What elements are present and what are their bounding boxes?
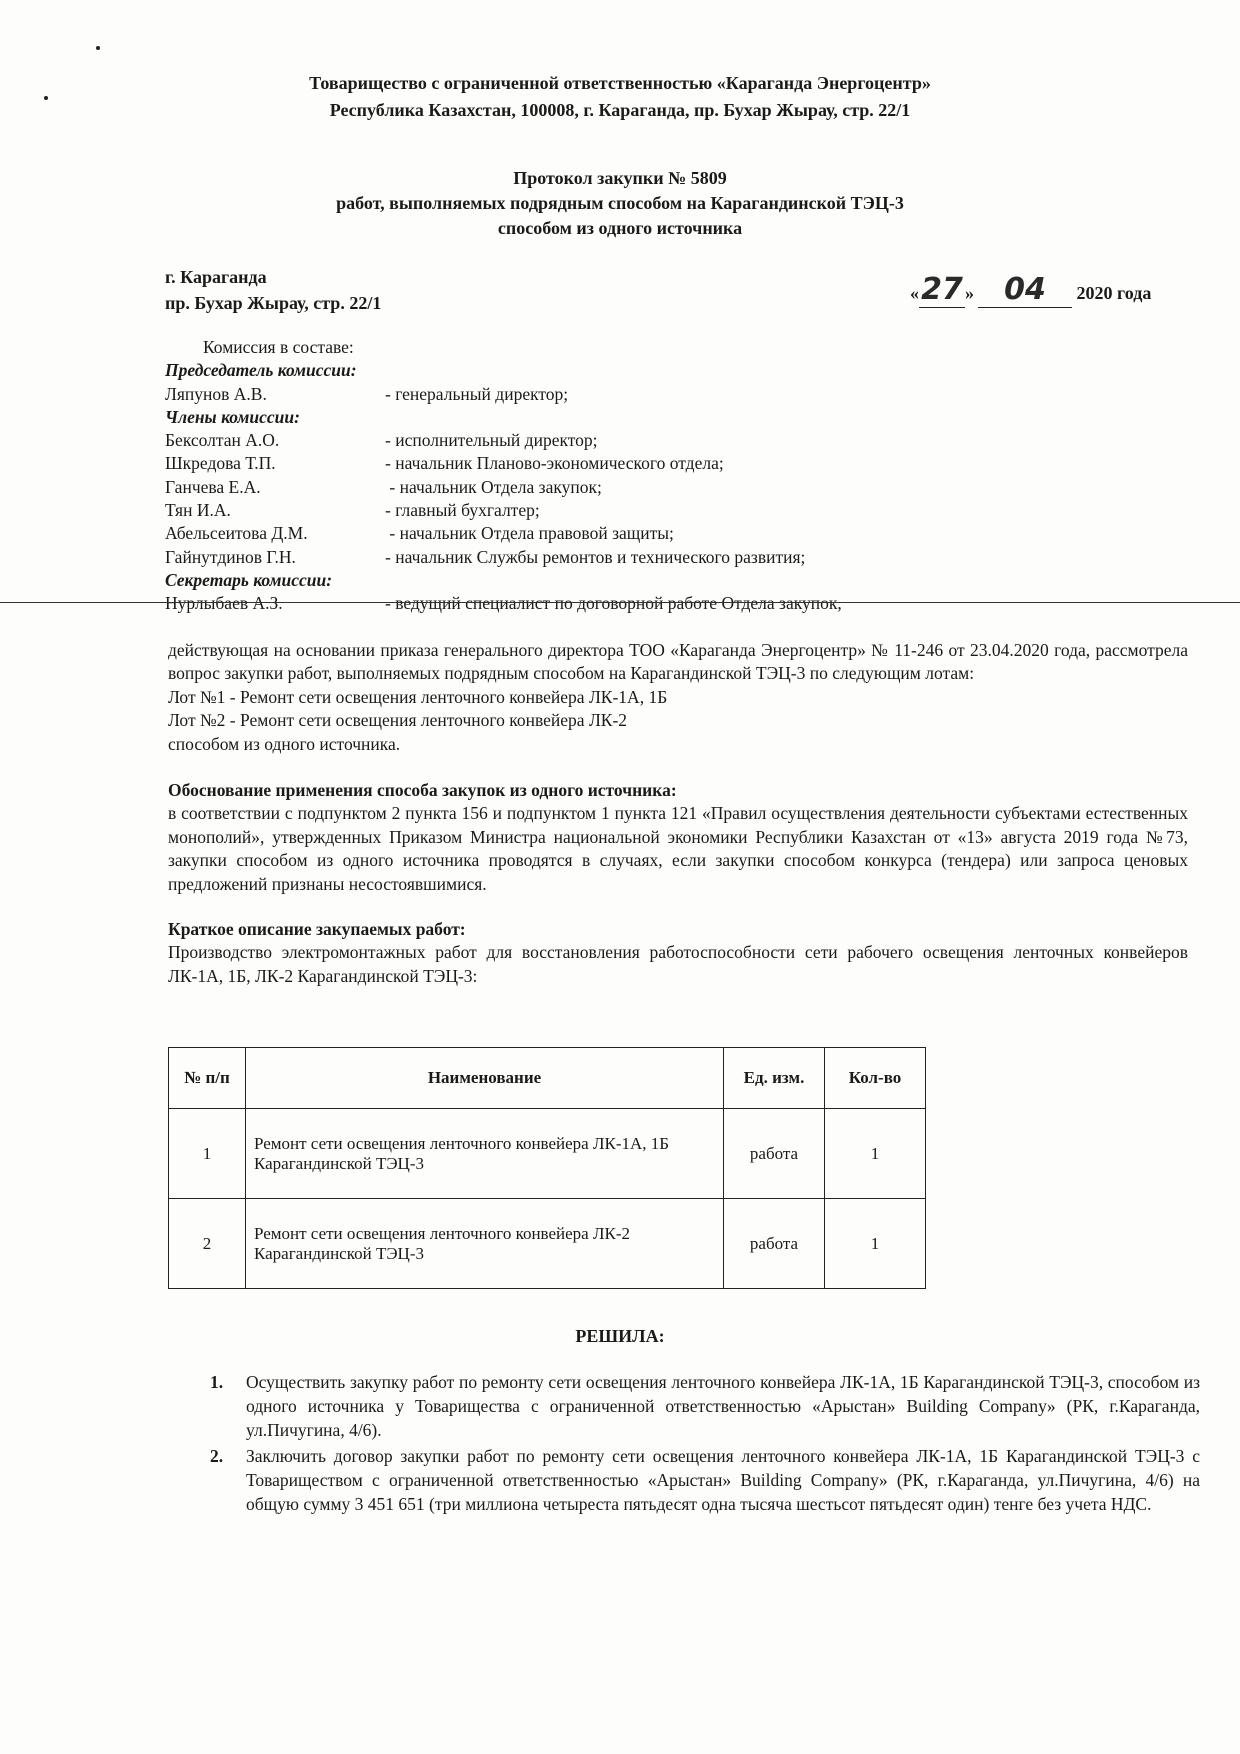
decision-number: 1. <box>210 1372 224 1392</box>
description-heading: Краткое описание закупаемых работ: <box>168 919 466 940</box>
member-name: Ганчева Е.А. <box>165 476 261 497</box>
justification-text: в соответствии с подпунктом 2 пункта 156 и подпунктом 1 пункта 121 «Правил осуществления деятельности субъектами естественных монополий», утвержденных Приказом Министра национальной экономики Республики Казахстан от «13» августа 2019 года №73, закупки способом из одного источника проводятся в случаях, если закупки способом конкурса (тендера) или запроса ценовых предложений признаны несостоявшимися. <box>168 803 1188 894</box>
commission-member-row <box>165 383 1165 406</box>
description-text: Производство электромонтажных работ для восстановления работоспособности сети рабочего освещения ленточных конвейеров ЛК-1А, 1Б, ЛК-2 Карагандинской ТЭЦ-3: <box>168 942 1188 986</box>
row-num: 2 <box>169 1199 246 1289</box>
decisions-list <box>210 1370 1200 1518</box>
header-name: Наименование <box>246 1048 724 1109</box>
header-qty: Кол-во <box>825 1048 926 1109</box>
member-name: Ляпунов А.В. <box>165 383 267 404</box>
commission-member-row <box>165 452 1165 475</box>
protocol-number: Протокол закупки № 5809 <box>513 168 727 188</box>
commission-member-row <box>165 429 1165 452</box>
member-name: Тян И.А. <box>165 500 231 521</box>
row-name: Ремонт сети освещения ленточного конвейера ЛК-2 Карагандинской ТЭЦ-3 <box>246 1199 724 1289</box>
date-year: 2020 года <box>1076 283 1152 303</box>
row-unit: работа <box>724 1109 825 1199</box>
member-role: - главный бухгалтер; <box>385 500 540 521</box>
lot-2: Лот №2 - Ремонт сети освещения ленточного конвейера ЛК-2 <box>168 710 628 731</box>
member-role: - начальник Службы ремонтов и технического развития; <box>385 546 806 567</box>
secretary-heading: Секретарь комиссии: <box>165 569 333 590</box>
date-open-quote: « <box>910 283 919 303</box>
scan-line <box>0 602 1240 603</box>
protocol-date <box>910 272 1151 308</box>
protocol-subject: работ, выполняемых подрядным способом на Карагандинской ТЭЦ-3 <box>336 193 904 213</box>
decision-text: Осуществить закупку работ по ремонту сети освещения ленточного конвейера ЛК-1А, 1Б Карагандинской ТЭЦ-3, способом из одного источника у Товарищества с ограниченной ответственностью «Арыстан» Building Company» (РК, г.Караганда, ул.Пичугина, 4/6). <box>246 1372 1200 1440</box>
organization-address: Республика Казахстан, 100008, г. Караганда, пр. Бухар Жырау, стр. 22/1 <box>329 100 911 120</box>
decided-heading: РЕШИЛА: <box>575 1326 665 1346</box>
justification-heading: Обоснование применения способа закупок из одного источника: <box>168 780 677 801</box>
commission-list <box>165 336 1165 616</box>
member-name: Гайнутдинов Г.Н. <box>165 546 296 567</box>
member-name: Шкредова Т.П. <box>165 453 276 474</box>
member-role: - генеральный директор; <box>385 383 569 404</box>
scan-speck <box>96 46 100 50</box>
organization-name: Товарищество с ограниченной ответственностью «Караганда Энергоцентр» <box>309 73 931 93</box>
member-role: - исполнительный директор; <box>385 430 598 451</box>
date-month: 04 <box>978 272 1072 308</box>
member-name: Абельсеитова Д.М. <box>165 523 308 544</box>
commission-member-row <box>165 592 1165 615</box>
row-unit: работа <box>724 1199 825 1289</box>
member-role: - начальник Отдела закупок; <box>385 476 602 497</box>
commission-member-row <box>165 522 1165 545</box>
table-row <box>169 1109 926 1199</box>
city: г. Караганда <box>165 267 267 287</box>
header-num: № п/п <box>169 1048 246 1109</box>
date-close-quote: » <box>965 283 974 303</box>
address: пр. Бухар Жырау, стр. 22/1 <box>165 293 382 313</box>
table-row <box>169 1199 926 1289</box>
member-role: - начальник Планово-экономического отдела; <box>385 453 724 474</box>
chair-heading: Председатель комиссии: <box>165 360 357 381</box>
basis-text: действующая на основании приказа генерального директора ТОО «Караганда Энергоцентр» № 11-246 от 23.04.2020 года, рассмотрела вопрос закупки работ, выполняемых подрядным способом на Карагандинской ТЭЦ-3 по следующим лотам: <box>168 640 1188 684</box>
row-num: 1 <box>169 1109 246 1199</box>
commission-member-row <box>165 499 1165 522</box>
member-name: Бексолтан А.О. <box>165 430 280 451</box>
decision-text: Заключить договор закупки работ по ремонту сети освещения ленточного конвейера ЛК-1А, 1Б Карагандинской ТЭЦ-3 с Товариществом с ограниченной ответственностью «Арыстан» Building Company» (РК, г.Караганда, ул.Пичугина, 4/6) на общую сумму 3 451 651 (три миллиона четыреста пятьдесят одна тысяча шестьсот пятьдесят один) тенге без учета НДС. <box>246 1446 1200 1514</box>
commission-member-row <box>165 546 1165 569</box>
place-block <box>165 264 381 316</box>
member-role: - ведущий специалист по договорной работе Отдела закупок, <box>385 593 842 614</box>
protocol-body <box>168 639 1188 988</box>
protocol-title <box>0 166 1240 241</box>
members-heading: Члены комиссии: <box>165 406 300 427</box>
row-qty: 1 <box>825 1109 926 1199</box>
commission-member-row <box>165 476 1165 499</box>
procurement-method: способом из одного источника. <box>168 733 401 754</box>
date-day: 27 <box>919 272 965 308</box>
header-unit: Ед. изм. <box>724 1048 825 1109</box>
works-table <box>168 1047 926 1289</box>
decision-item <box>210 1444 1200 1516</box>
row-name: Ремонт сети освещения ленточного конвейера ЛК-1А, 1Б Карагандинской ТЭЦ-3 <box>246 1109 724 1199</box>
lot-1: Лот №1 - Ремонт сети освещения ленточного конвейера ЛК-1А, 1Б <box>168 686 668 707</box>
commission-intro: Комиссия в составе: <box>203 337 354 357</box>
member-role: - начальник Отдела правовой защиты; <box>385 523 674 544</box>
decision-item <box>210 1370 1200 1442</box>
decision-number: 2. <box>210 1446 224 1466</box>
member-name: Нурлыбаев А.З. <box>165 593 283 614</box>
protocol-method: способом из одного источника <box>497 218 743 238</box>
organization-header <box>0 70 1240 124</box>
row-qty: 1 <box>825 1199 926 1289</box>
table-header-row <box>169 1048 926 1109</box>
